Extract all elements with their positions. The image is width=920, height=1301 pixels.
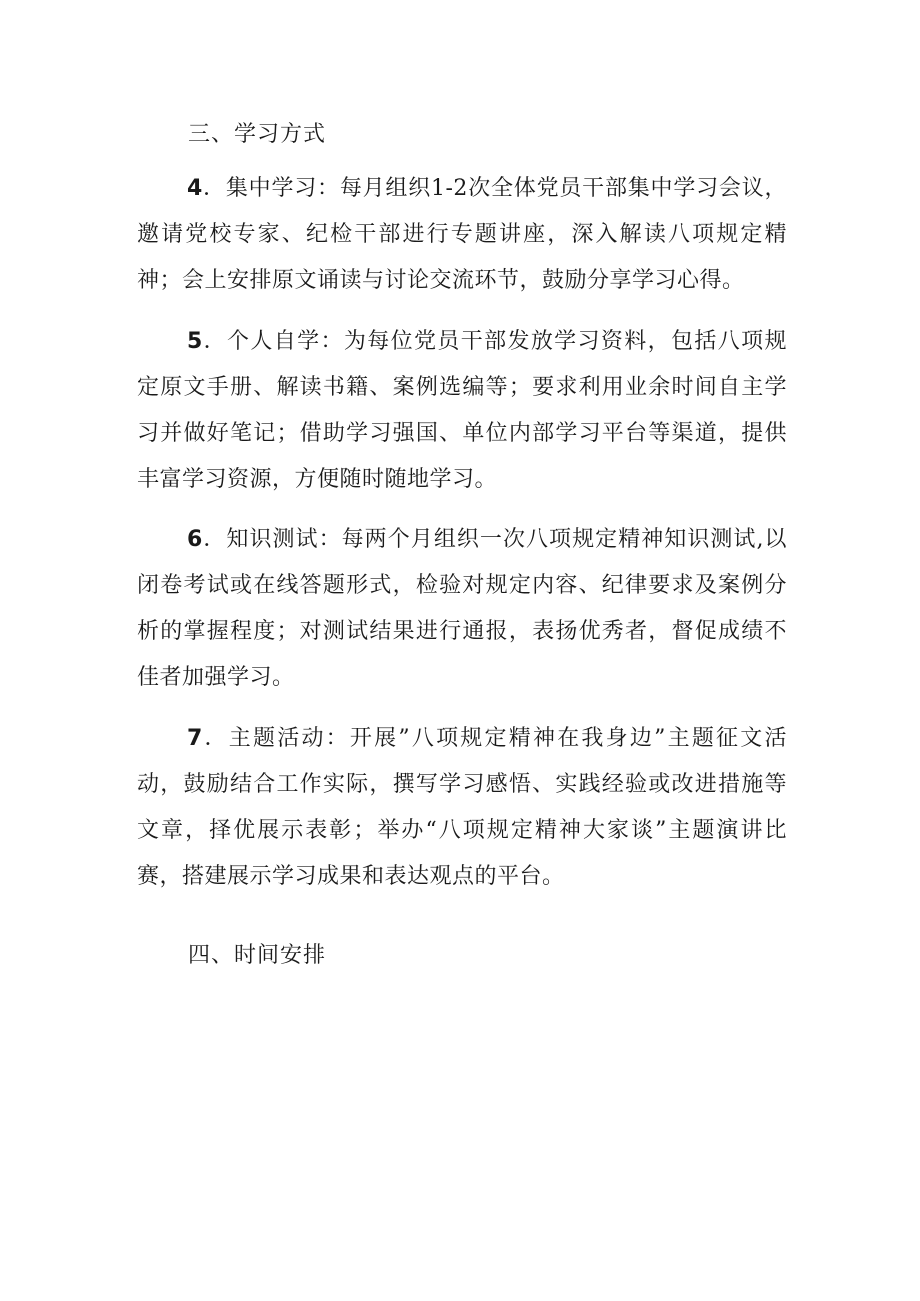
item-number: 5 (187, 329, 203, 354)
paragraph-item-4 (137, 166, 787, 304)
section-heading-schedule: 四、时间安排 (188, 943, 327, 968)
section-heading-learning-methods: 三、学习方式 (188, 122, 327, 147)
paragraph-item-5 (137, 319, 787, 503)
item-text: ．知识测试：每两个月组织一次八项规定精神知识测试,以闭卷考试或在线答题形式，检验对规定内容、纪律要求及案例分析的掌握程度；对测试结果进行通报，表扬优秀者，督促成绩不佳者加强学习。 (137, 527, 787, 690)
item-text: ．集中学习：每月组织1-2次全体党员干部集中学习会议，邀请党校专家、纪检干部进行专题讲座，深入解读八项规定精神；会上安排原文诵读与讨论交流环节，鼓励分享学习心得。 (137, 176, 787, 293)
item-text: ．个人自学：为每位党员干部发放学习资料，包括八项规定原文手册、解读书籍、案例选编等；要求利用业余时间自主学习并做好笔记；借助学习强国、单位内部学习平台等渠道，提供丰富学习资源，方便随时随地学习。 (137, 329, 787, 492)
paragraph-item-6 (137, 517, 787, 701)
item-text: ．主题活动：开展”八项规定精神在我身边”主题征文活动，鼓励结合工作实际，撰写学习感悟、实践经验或改进措施等文章，择优展示表彰；举办“八项规定精神大家谈”主题演讲比赛，搭建展示学习成果和表达观点的平台。 (137, 726, 787, 889)
item-number: 4 (187, 176, 203, 201)
paragraph-item-7 (137, 716, 787, 900)
item-number: 7 (187, 726, 203, 751)
item-number: 6 (187, 527, 203, 552)
